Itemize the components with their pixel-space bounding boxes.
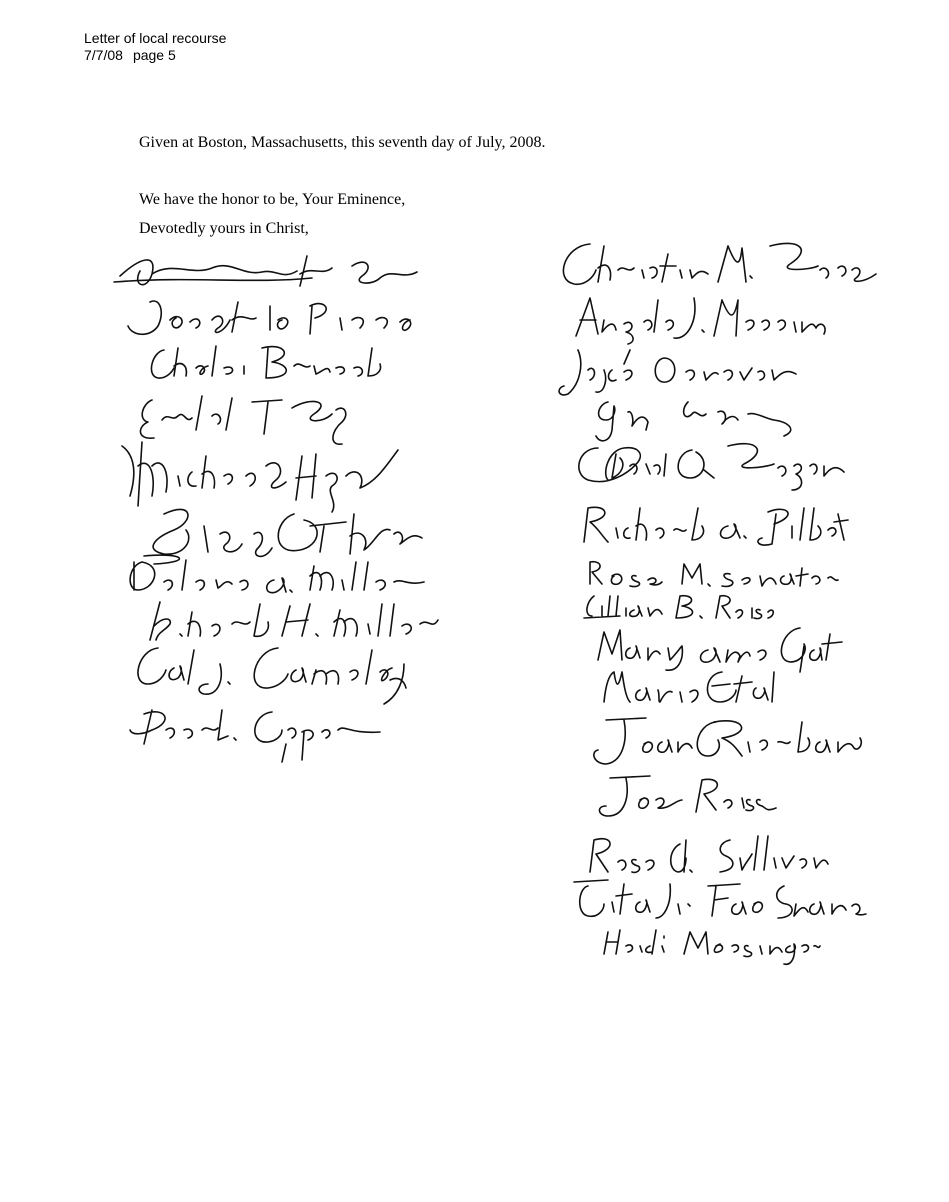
document-title: Letter of local recourse xyxy=(84,30,227,46)
signature-angelo-messina xyxy=(562,290,832,346)
page-header xyxy=(84,30,226,64)
signature-joe-reis xyxy=(590,770,790,822)
signature-rose-senatore xyxy=(582,554,832,590)
document-date: 7/7/08 xyxy=(84,47,123,63)
page-number: page 5 xyxy=(132,47,176,63)
signature-richard-gilbert xyxy=(578,500,848,552)
signature-peter-cooper xyxy=(122,700,384,764)
signature-joan-riordan xyxy=(576,712,866,774)
given-at-line: Given at Boston, Massachusetts, this seventh day of July, 2008. xyxy=(139,134,546,151)
closing-line: Devotedly yours in Christ, xyxy=(139,220,309,237)
signature-lillian-reise xyxy=(580,590,770,624)
date-page-line xyxy=(84,47,226,64)
signature-christine-duagan xyxy=(550,236,880,292)
signature-kathleen-stone xyxy=(112,246,422,296)
signature-dolores-miller xyxy=(124,556,439,596)
honor-line: We have the honor to be, Your Eminence, xyxy=(139,191,406,208)
signature-robert-duagan xyxy=(568,434,848,496)
signature-heidi-moesinger xyxy=(598,924,820,968)
signature-marie-estal xyxy=(596,662,776,710)
signature-charles-brusard xyxy=(144,342,389,384)
signature-lita-li-fao-shane xyxy=(568,874,868,926)
signature-joseph-lopiccolo xyxy=(120,292,420,344)
